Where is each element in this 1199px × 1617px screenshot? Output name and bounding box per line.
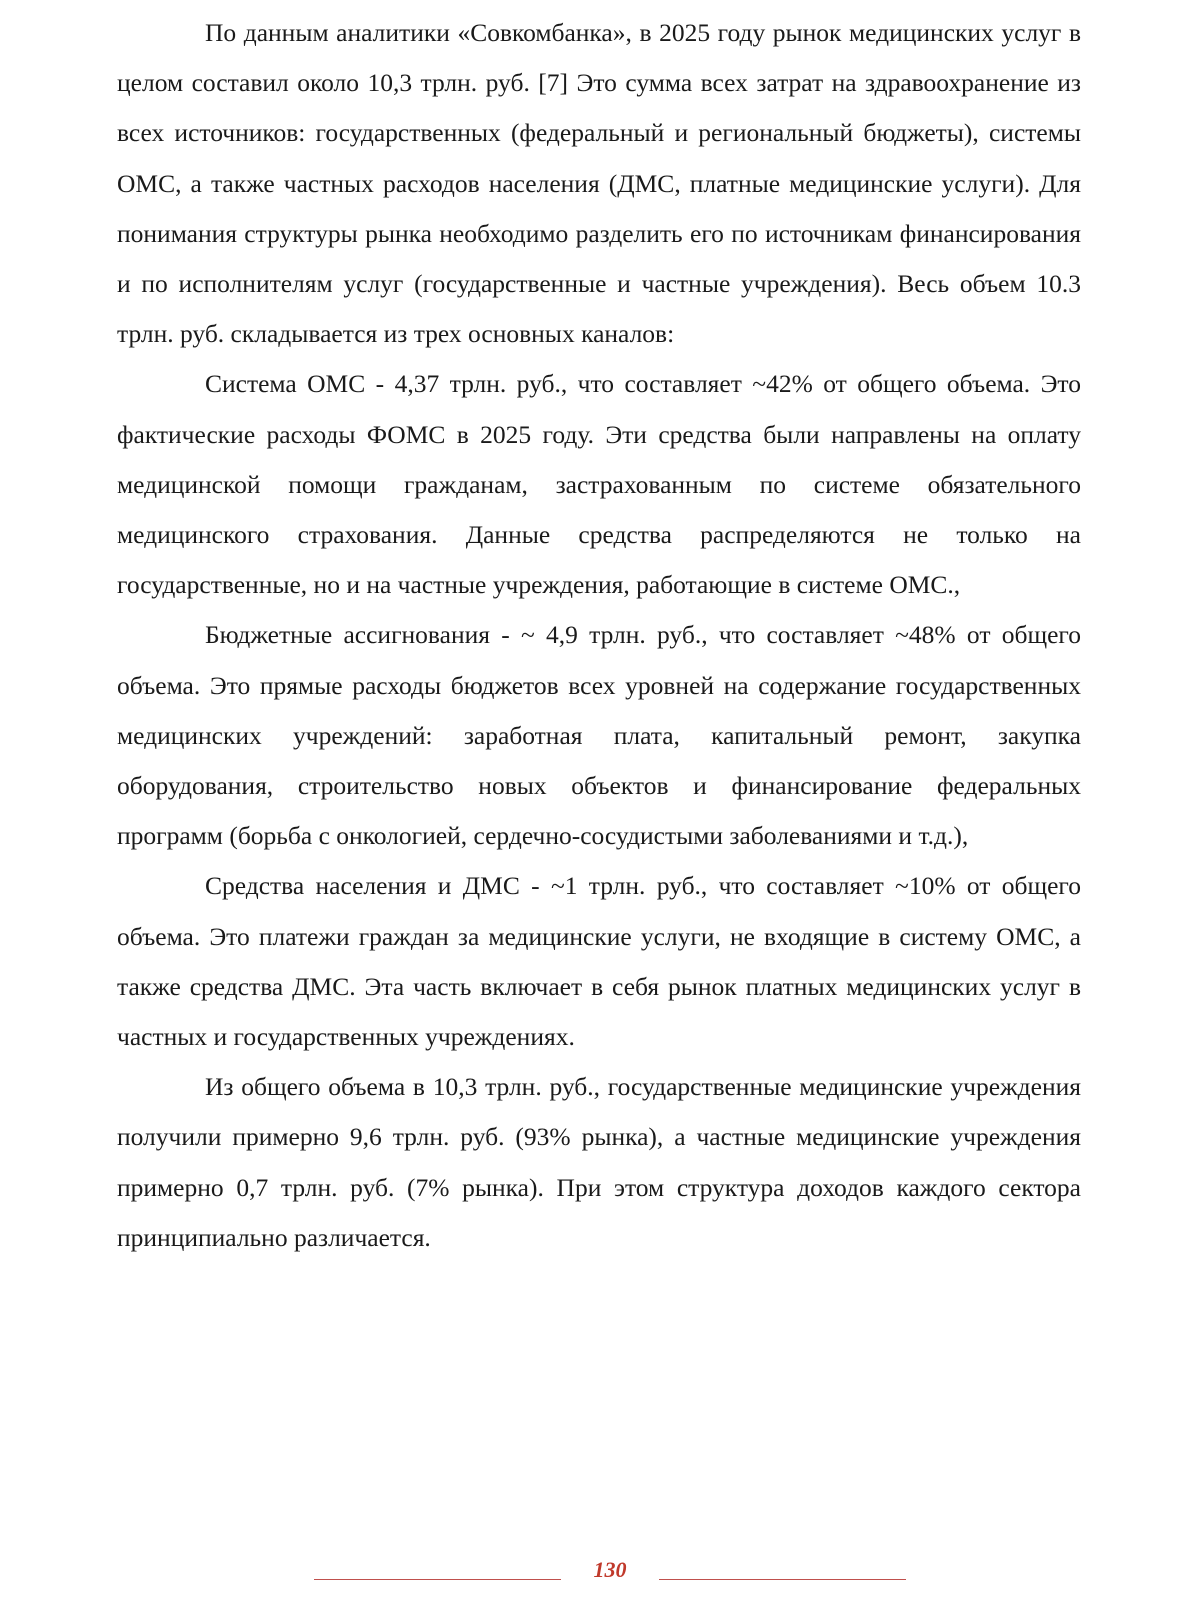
page-number: 130 <box>593 1557 627 1582</box>
paragraph-budget-allocations: Бюджетные ассигнования - ~ 4,9 трлн. руб., что составляет ~48% от общего объема. Это прямые расходы бюджетов всех уровней на содержание государственных медицинских учреждений: заработная плата, капитальный ремонт, закупка оборудования, строительство новых объектов и финансирование федеральных программ (борьба с онкологией, сердечно-сосудистыми заболеваниями и т.д.), <box>117 620 1081 851</box>
footer-rule-right <box>659 1579 906 1580</box>
document-body <box>117 8 1081 1263</box>
footer-rule-left <box>314 1579 561 1580</box>
paragraph-population-funds: Средства населения и ДМС - ~1 трлн. руб., что составляет ~10% от общего объема. Это платежи граждан за медицинские услуги, не входящие в систему ОМС, а также средства ДМС. Эта часть включает в себя рынок платных медицинских услуг в частных и государственных учреждениях. <box>117 871 1081 1052</box>
paragraph-public-private-split: Из общего объема в 10,3 трлн. руб., государственные медицинские учреждения получили примерно 9,6 трлн. руб. (93% рынка), а частные медицинские учреждения примерно 0,7 трлн. руб. (7% рынка). При этом структура доходов каждого сектора принципиально различается. <box>117 1072 1081 1252</box>
page-footer <box>0 1555 1199 1595</box>
paragraph-oms-system: Система ОМС - 4,37 трлн. руб., что составляет ~42% от общего объема. Это фактические расходы ФОМС в 2025 году. Эти средства были направлены на оплату медицинской помощи гражданам, застрахованным по системе обязательного медицинского страхования. Данные средства распределяются не только на государственные, но и на частные учреждения, работающие в системе ОМС., <box>117 369 1081 600</box>
paragraph-market-overview: По данным аналитики «Совкомбанка», в 2025 году рынок медицинских услуг в целом составил около 10,3 трлн. руб. [7] Это сумма всех затрат на здравоохранение из всех источников: государственных (федеральный и региональный бюджеты), системы ОМС, а также частных расходов населения (ДМС, платные медицинские услуги). Для понимания структуры рынка необходимо разделить его по источникам финансирования и по исполнителям услуг (государственные и частные учреждения). Весь объем 10.3 трлн. руб. складывается из трех основных каналов: <box>117 18 1081 349</box>
